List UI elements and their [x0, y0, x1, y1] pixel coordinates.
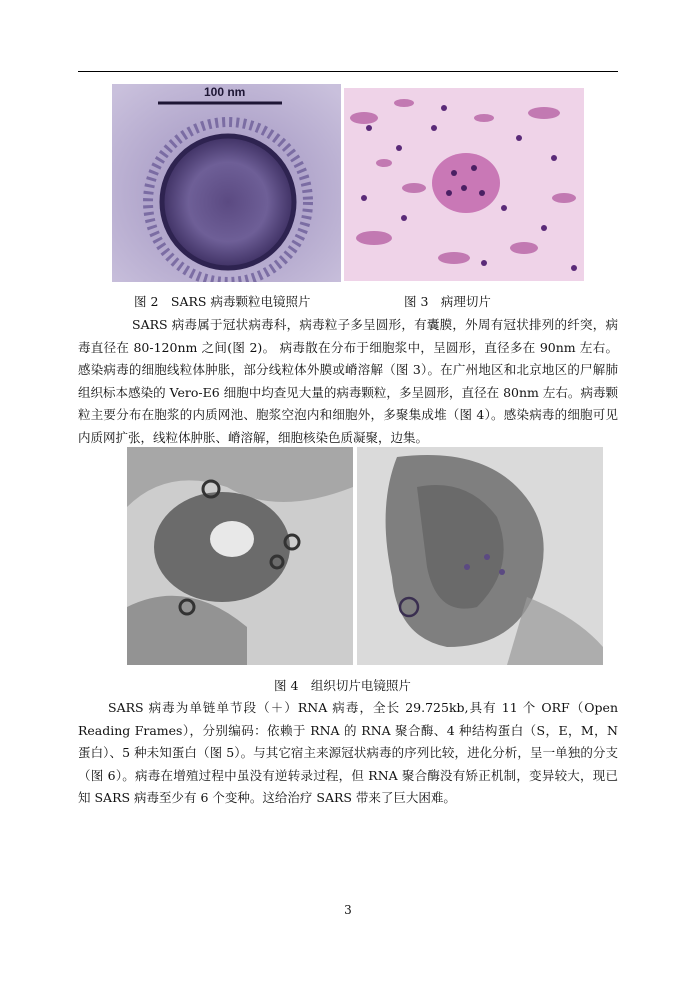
figure-2-virion-em — [112, 84, 341, 282]
paragraph-2: SARS 病毒为单链单节段（＋）RNA 病毒，全长 29.725kb,具有 11 个 ORF（Open Reading Frames），分别编码：依赖于 RNA 的 RNA 聚合酶、4 种结构蛋白（S，E，M，N 蛋白）、5 种未知蛋白（图 5）。与其它宿主来源冠状病毒的序列比较，进化分析，呈一单独的分支（图 6）。病毒在增殖过程中虽没有逆转录过程，但 RNA 聚合酶没有矫正机制，变异较大，现已知 SARS 病毒至少有 6 个变种。这给治疗 SARS 带来了巨大困难。 — [78, 700, 618, 805]
figure-4-right-em — [357, 447, 603, 665]
figure-4-left-em — [127, 447, 353, 665]
scale-bar-label: 100 nm — [204, 85, 246, 99]
page-number: 3 — [344, 903, 352, 917]
figure-3-caption: 图 3 病理切片 — [404, 294, 491, 309]
tissue-em-left — [127, 447, 353, 665]
tissue-em-right — [357, 447, 603, 665]
figure-3-pathology-slide — [344, 88, 584, 281]
paragraph-1: SARS 病毒属于冠状病毒科，病毒粒子多呈圆形，有囊膜，外周有冠状排列的纤突，病毒直径在 80-120nm 之间(图 2)。 病毒散在分布于细胞浆中，呈圆形，直径多在 90nm 左右。感染病毒的细胞线粒体肿胀，部分线粒体外膜或嵴溶解（图 3）。在广州地区和北京地区的尸解肺组织标本感染的 Vero-E6 细胞中均查见大量的病毒颗粒，多呈圆形，直径在 80nm 左右。病毒颗粒主要分布在胞浆的内质网池、胞浆空泡内和细胞外，多聚集成堆（图 4）。感染病毒的细胞可见内质网扩张，线粒体肿胀、嵴溶解，细胞核染色质凝聚，边集。 — [78, 317, 618, 445]
header-rule — [78, 71, 618, 72]
virion-micrograph — [112, 84, 341, 282]
figure-4-caption: 图 4 组织切片电镜照片 — [274, 678, 411, 693]
figure-2-caption: 图 2 SARS 病毒颗粒电镜照片 — [134, 294, 311, 309]
pathology-micrograph — [344, 88, 584, 281]
